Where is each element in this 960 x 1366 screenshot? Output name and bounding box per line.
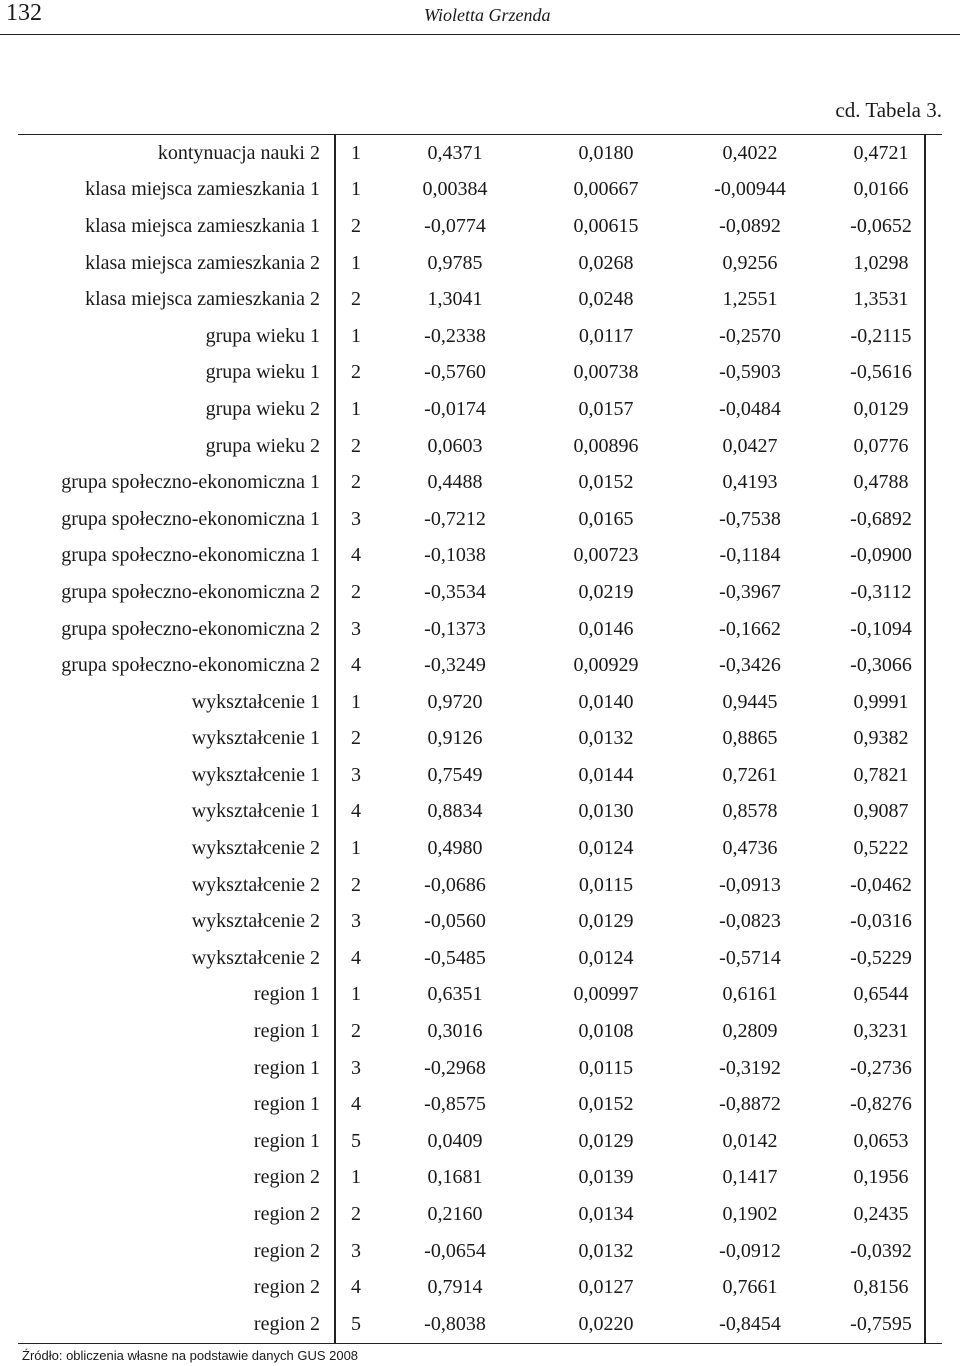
category-code-cell: 3 [351, 1056, 361, 1079]
category-code-cell: 1 [351, 324, 361, 347]
running-head: Wioletta Grzenda [424, 5, 551, 25]
category-code-cell: 2 [351, 1020, 361, 1043]
estimate-cell: 0,7914 [427, 1276, 483, 1299]
estimate-cell: 1,3041 [427, 288, 483, 311]
category-code-cell: 2 [351, 1203, 361, 1226]
row-label-cell: klasa miejsca zamieszkania 1 [85, 214, 320, 237]
std-error-cell: 0,0108 [578, 1020, 634, 1043]
estimate-cell: -0,5485 [424, 946, 486, 969]
ci-upper-cell: 0,0776 [853, 434, 909, 457]
row-label-cell: grupa społeczno-ekonomiczna 1 [61, 507, 320, 530]
ci-lower-cell: -0,0913 [719, 873, 781, 896]
estimate-cell: 0,9785 [427, 251, 483, 274]
row-label-cell: region 2 [253, 1312, 320, 1335]
row-label-cell: region 2 [253, 1276, 320, 1299]
table-row [18, 1123, 942, 1160]
category-code-cell: 4 [351, 946, 361, 969]
ci-upper-cell: 0,6544 [853, 983, 909, 1006]
estimate-cell: 0,8834 [427, 800, 483, 823]
std-error-cell: 0,0134 [578, 1203, 634, 1226]
category-code-cell: 2 [351, 471, 361, 494]
category-code-cell: 2 [351, 580, 361, 603]
row-label-cell: wykształcenie 2 [191, 873, 320, 896]
estimate-cell: -0,1038 [424, 544, 486, 567]
ci-upper-cell: 0,4721 [853, 141, 909, 164]
ci-lower-cell: -0,3426 [719, 654, 781, 677]
estimate-cell: -0,3534 [424, 580, 486, 603]
ci-upper-cell: -0,7595 [850, 1312, 912, 1335]
table-row [18, 684, 942, 721]
table-row [18, 135, 942, 172]
estimate-cell: -0,2338 [424, 324, 486, 347]
ci-lower-cell: 0,4193 [722, 471, 778, 494]
std-error-cell: 0,0268 [578, 251, 634, 274]
ci-upper-cell: 0,3231 [853, 1020, 909, 1043]
ci-lower-cell: -0,0912 [719, 1239, 781, 1262]
ci-lower-cell: 0,7261 [722, 763, 778, 786]
ci-upper-cell: -0,0316 [850, 910, 912, 933]
ci-upper-cell: -0,2115 [850, 324, 912, 347]
row-label-cell: grupa społeczno-ekonomiczna 1 [61, 544, 320, 567]
estimate-cell: -0,0654 [424, 1239, 486, 1262]
page-number: 132 [6, 0, 42, 26]
ci-lower-cell: 0,0142 [722, 1129, 778, 1152]
std-error-cell: 0,0129 [578, 910, 634, 933]
row-label-cell: region 1 [253, 1056, 320, 1079]
std-error-cell: 0,0132 [578, 727, 634, 750]
table-row [18, 1233, 942, 1270]
category-code-cell: 2 [351, 434, 361, 457]
ci-upper-cell: 0,2435 [853, 1203, 909, 1226]
ci-lower-cell: -0,0823 [719, 910, 781, 933]
category-code-cell: 4 [351, 1093, 361, 1116]
row-label-cell: wykształcenie 1 [191, 727, 320, 750]
row-label-cell: grupa społeczno-ekonomiczna 1 [61, 471, 320, 494]
estimate-cell: -0,0560 [424, 910, 486, 933]
category-code-cell: 1 [351, 251, 361, 274]
category-code-cell: 3 [351, 617, 361, 640]
std-error-cell: 0,0124 [578, 946, 634, 969]
ci-lower-cell: -0,3192 [719, 1056, 781, 1079]
std-error-cell: 0,0129 [578, 1129, 634, 1152]
category-code-cell: 3 [351, 1239, 361, 1262]
table-row [18, 721, 942, 758]
ci-lower-cell: -0,1184 [719, 544, 781, 567]
ci-upper-cell: 0,9991 [853, 690, 909, 713]
table-row [18, 538, 942, 575]
estimate-cell: 0,4488 [427, 471, 483, 494]
estimate-cell: 0,6351 [427, 983, 483, 1006]
ci-lower-cell: -0,2570 [719, 324, 781, 347]
std-error-cell: 0,0117 [578, 324, 634, 347]
category-code-cell: 1 [351, 690, 361, 713]
table-row [18, 574, 942, 611]
estimate-cell: -0,8575 [424, 1093, 486, 1116]
row-label-cell: klasa miejsca zamieszkania 1 [85, 178, 320, 201]
ci-lower-cell: 0,4022 [722, 141, 778, 164]
ci-lower-cell: -0,00944 [714, 178, 786, 201]
row-label-cell: region 1 [253, 1020, 320, 1043]
estimate-cell: -0,5760 [424, 361, 486, 384]
table-row [18, 318, 942, 355]
std-error-cell: 0,0144 [578, 763, 634, 786]
table-row [18, 903, 942, 940]
row-label-cell: grupa społeczno-ekonomiczna 2 [61, 654, 320, 677]
table-row [18, 647, 942, 684]
table-row [18, 940, 942, 977]
column-divider-left [334, 135, 336, 1343]
ci-upper-cell: 0,1956 [853, 1166, 909, 1189]
table-row [18, 355, 942, 392]
ci-upper-cell: 0,9382 [853, 727, 909, 750]
estimate-cell: 0,4371 [427, 141, 483, 164]
table-row [18, 1306, 942, 1343]
std-error-cell: 0,0219 [578, 580, 634, 603]
category-code-cell: 4 [351, 544, 361, 567]
ci-lower-cell: -0,7538 [719, 507, 781, 530]
category-code-cell: 4 [351, 654, 361, 677]
table-body [18, 135, 942, 1343]
std-error-cell: 0,00997 [573, 983, 639, 1006]
category-code-cell: 4 [351, 1276, 361, 1299]
table-row [18, 428, 942, 465]
table-row [18, 611, 942, 648]
row-label-cell: grupa wieku 2 [205, 434, 320, 457]
row-label-cell: region 1 [253, 1129, 320, 1152]
ci-lower-cell: 0,6161 [722, 983, 778, 1006]
ci-lower-cell: 0,8578 [722, 800, 778, 823]
ci-upper-cell: 0,0653 [853, 1129, 909, 1152]
ci-lower-cell: 0,9445 [722, 690, 778, 713]
row-label-cell: grupa wieku 2 [205, 397, 320, 420]
ci-lower-cell: -0,0892 [719, 214, 781, 237]
ci-upper-cell: 0,0129 [853, 397, 909, 420]
ci-lower-cell: -0,5903 [719, 361, 781, 384]
row-label-cell: kontynuacja nauki 2 [157, 141, 320, 164]
table-caption: cd. Tabela 3. [835, 98, 942, 122]
table-row [18, 1269, 942, 1306]
ci-upper-cell: 1,0298 [853, 251, 909, 274]
ci-upper-cell: 0,0166 [853, 178, 909, 201]
estimate-cell: 0,0603 [427, 434, 483, 457]
std-error-cell: 0,0130 [578, 800, 634, 823]
std-error-cell: 0,0140 [578, 690, 634, 713]
table-row [18, 391, 942, 428]
ci-lower-cell: 0,0427 [722, 434, 778, 457]
ci-upper-cell: -0,6892 [850, 507, 912, 530]
row-label-cell: grupa społeczno-ekonomiczna 2 [61, 617, 320, 640]
table-row [18, 1013, 942, 1050]
row-label-cell: wykształcenie 2 [191, 837, 320, 860]
estimate-cell: -0,2968 [424, 1056, 486, 1079]
std-error-cell: 0,00615 [573, 214, 639, 237]
table-row [18, 1086, 942, 1123]
ci-lower-cell: -0,5714 [719, 946, 781, 969]
row-label-cell: grupa wieku 1 [205, 361, 320, 384]
ci-upper-cell: -0,2736 [850, 1056, 912, 1079]
ci-upper-cell: 1,3531 [853, 288, 909, 311]
table-row [18, 1196, 942, 1233]
table-row [18, 830, 942, 867]
category-code-cell: 1 [351, 141, 361, 164]
category-code-cell: 3 [351, 763, 361, 786]
estimate-cell: 0,00384 [422, 178, 488, 201]
row-label-cell: region 1 [253, 983, 320, 1006]
estimate-cell: 0,4980 [427, 837, 483, 860]
ci-lower-cell: -0,1662 [719, 617, 781, 640]
row-label-cell: region 2 [253, 1166, 320, 1189]
row-label-cell: wykształcenie 1 [191, 763, 320, 786]
column-divider-right [924, 135, 926, 1343]
std-error-cell: 0,00723 [573, 544, 639, 567]
ci-upper-cell: -0,0652 [850, 214, 912, 237]
std-error-cell: 0,0115 [578, 1056, 634, 1079]
estimate-cell: -0,0686 [424, 873, 486, 896]
ci-lower-cell: 0,2809 [722, 1020, 778, 1043]
row-label-cell: grupa społeczno-ekonomiczna 2 [61, 580, 320, 603]
std-error-cell: 0,0165 [578, 507, 634, 530]
data-table [18, 134, 942, 1344]
ci-upper-cell: -0,1094 [850, 617, 912, 640]
ci-upper-cell: -0,0392 [850, 1239, 912, 1262]
std-error-cell: 0,00738 [573, 361, 639, 384]
std-error-cell: 0,0124 [578, 837, 634, 860]
ci-lower-cell: 0,9256 [722, 251, 778, 274]
ci-lower-cell: 0,7661 [722, 1276, 778, 1299]
ci-upper-cell: 0,9087 [853, 800, 909, 823]
estimate-cell: -0,1373 [424, 617, 486, 640]
category-code-cell: 2 [351, 361, 361, 384]
std-error-cell: 0,0152 [578, 1093, 634, 1116]
table-row [18, 794, 942, 831]
category-code-cell: 3 [351, 910, 361, 933]
category-code-cell: 3 [351, 507, 361, 530]
std-error-cell: 0,0132 [578, 1239, 634, 1262]
table-row [18, 1160, 942, 1197]
std-error-cell: 0,00667 [573, 178, 639, 201]
row-label-cell: region 1 [253, 1093, 320, 1116]
table-row [18, 977, 942, 1014]
ci-upper-cell: -0,3112 [850, 580, 912, 603]
row-label-cell: wykształcenie 1 [191, 690, 320, 713]
row-label-cell: region 2 [253, 1239, 320, 1262]
table-row [18, 245, 942, 282]
std-error-cell: 0,0115 [578, 873, 634, 896]
table-row [18, 501, 942, 538]
row-label-cell: region 2 [253, 1203, 320, 1226]
ci-upper-cell: -0,5229 [850, 946, 912, 969]
ci-lower-cell: 0,1417 [722, 1166, 778, 1189]
ci-upper-cell: 0,8156 [853, 1276, 909, 1299]
ci-lower-cell: -0,8454 [719, 1312, 781, 1335]
row-label-cell: klasa miejsca zamieszkania 2 [85, 288, 320, 311]
table-row [18, 172, 942, 209]
ci-upper-cell: -0,0462 [850, 873, 912, 896]
page-header [0, 0, 960, 35]
category-code-cell: 2 [351, 214, 361, 237]
estimate-cell: 0,9126 [427, 727, 483, 750]
row-label-cell: grupa wieku 1 [205, 324, 320, 347]
table-row [18, 1050, 942, 1087]
category-code-cell: 1 [351, 1166, 361, 1189]
row-label-cell: wykształcenie 2 [191, 946, 320, 969]
table-row [18, 208, 942, 245]
estimate-cell: 0,7549 [427, 763, 483, 786]
estimate-cell: 0,1681 [427, 1166, 483, 1189]
category-code-cell: 2 [351, 288, 361, 311]
category-code-cell: 5 [351, 1312, 361, 1335]
category-code-cell: 1 [351, 178, 361, 201]
category-code-cell: 1 [351, 837, 361, 860]
ci-lower-cell: 1,2551 [722, 288, 778, 311]
row-label-cell: klasa miejsca zamieszkania 2 [85, 251, 320, 274]
estimate-cell: 0,9720 [427, 690, 483, 713]
ci-upper-cell: 0,7821 [853, 763, 909, 786]
estimate-cell: -0,0774 [424, 214, 486, 237]
category-code-cell: 2 [351, 727, 361, 750]
std-error-cell: 0,0152 [578, 471, 634, 494]
estimate-cell: -0,7212 [424, 507, 486, 530]
std-error-cell: 0,0220 [578, 1312, 634, 1335]
std-error-cell: 0,00929 [573, 654, 639, 677]
category-code-cell: 2 [351, 873, 361, 896]
std-error-cell: 0,0180 [578, 141, 634, 164]
table-row [18, 464, 942, 501]
row-label-cell: wykształcenie 2 [191, 910, 320, 933]
ci-lower-cell: -0,8872 [719, 1093, 781, 1116]
std-error-cell: 0,00896 [573, 434, 639, 457]
category-code-cell: 5 [351, 1129, 361, 1152]
ci-upper-cell: -0,5616 [850, 361, 912, 384]
std-error-cell: 0,0139 [578, 1166, 634, 1189]
estimate-cell: 0,3016 [427, 1020, 483, 1043]
estimate-cell: 0,2160 [427, 1203, 483, 1226]
ci-upper-cell: 0,4788 [853, 471, 909, 494]
ci-upper-cell: 0,5222 [853, 837, 909, 860]
source-note: Źródło: obliczenia własne na podstawie danych GUS 2008 [22, 1348, 359, 1363]
table-row [18, 281, 942, 318]
ci-lower-cell: 0,8865 [722, 727, 778, 750]
estimate-cell: -0,0174 [424, 397, 486, 420]
ci-lower-cell: 0,1902 [722, 1203, 778, 1226]
ci-upper-cell: -0,3066 [850, 654, 912, 677]
row-label-cell: wykształcenie 1 [191, 800, 320, 823]
estimate-cell: 0,0409 [427, 1129, 483, 1152]
std-error-cell: 0,0248 [578, 288, 634, 311]
category-code-cell: 1 [351, 397, 361, 420]
ci-lower-cell: 0,4736 [722, 837, 778, 860]
ci-upper-cell: -0,0900 [850, 544, 912, 567]
estimate-cell: -0,8038 [424, 1312, 486, 1335]
std-error-cell: 0,0146 [578, 617, 634, 640]
ci-upper-cell: -0,8276 [850, 1093, 912, 1116]
estimate-cell: -0,3249 [424, 654, 486, 677]
category-code-cell: 4 [351, 800, 361, 823]
table-row [18, 867, 942, 904]
std-error-cell: 0,0157 [578, 397, 634, 420]
ci-lower-cell: -0,0484 [719, 397, 781, 420]
std-error-cell: 0,0127 [578, 1276, 634, 1299]
category-code-cell: 1 [351, 983, 361, 1006]
ci-lower-cell: -0,3967 [719, 580, 781, 603]
table-row [18, 757, 942, 794]
